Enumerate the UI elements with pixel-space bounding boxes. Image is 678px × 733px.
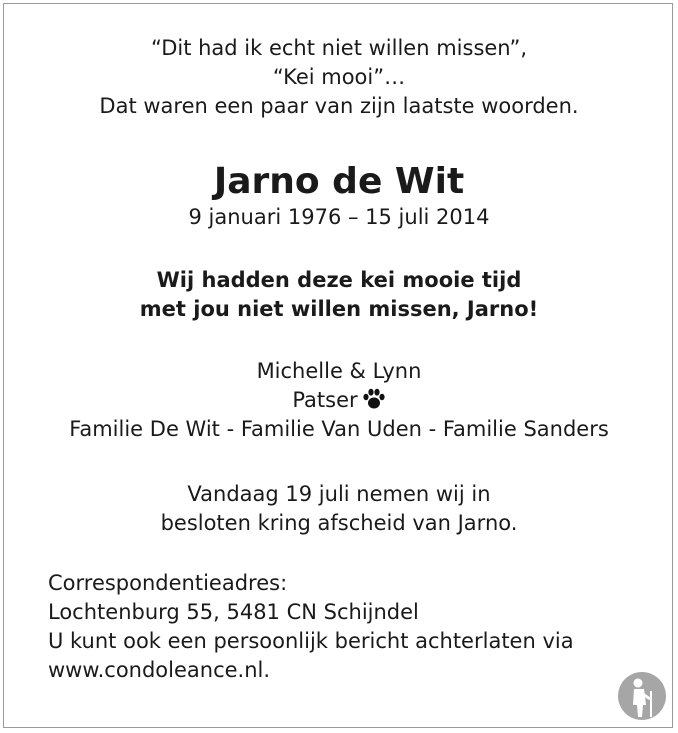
message-line-2: met jou niet willen missen, Jarno! [139, 297, 539, 321]
farewell-notice [0, 480, 678, 538]
signatory-line-1: Michelle & Lynn [256, 359, 422, 383]
message-line-1: Wij hadden deze kei mooie tijd [156, 268, 522, 292]
signatories [0, 357, 678, 444]
correspondence-address: Lochtenburg 55, 5481 CN Schijndel [48, 600, 419, 624]
family-message [0, 266, 678, 324]
quote-line-3: Dat waren een paar van zijn laatste woorden. [99, 94, 579, 118]
opening-quote [0, 34, 678, 121]
deceased-block [0, 161, 678, 232]
condoleance-link[interactable]: www.condoleance.nl. [48, 658, 271, 682]
mourning-figure-logo [617, 671, 667, 721]
correspondence-note: U kunt ook een persoonlijk bericht achterlaten via [48, 629, 574, 653]
correspondence-label: Correspondentieadres: [48, 571, 288, 595]
deceased-name: Jarno de Wit [213, 161, 465, 202]
quote-line-2: “Kei mooi”… [272, 65, 406, 89]
life-dates: 9 januari 1976 – 15 juli 2014 [188, 205, 490, 229]
paw-icon [362, 388, 386, 410]
pet-name: Patser [292, 388, 358, 412]
farewell-line-1: Vandaag 19 juli nemen wij in [187, 482, 491, 506]
signatory-line-3: Familie De Wit - Familie Van Uden - Familie Sanders [69, 417, 609, 441]
quote-line-1: “Dit had ik echt niet willen missen”, [150, 36, 528, 60]
signatory-pet [0, 386, 678, 415]
correspondence-block [48, 569, 648, 685]
farewell-line-2: besloten kring afscheid van Jarno. [160, 511, 518, 535]
